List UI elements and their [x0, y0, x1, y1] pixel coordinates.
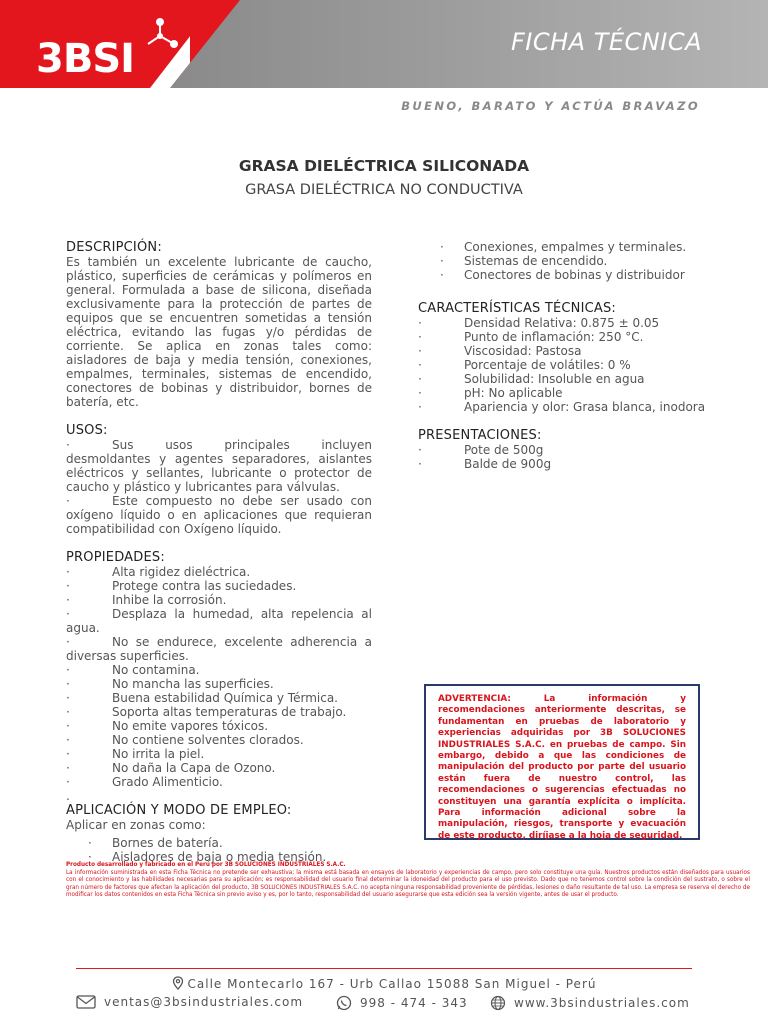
molecule-icon — [140, 14, 184, 62]
list-item: · Viscosidad: Pastosa — [418, 344, 718, 358]
page-title: FICHA TÉCNICA — [510, 28, 702, 56]
caracteristicas-heading: CARACTERÍSTICAS TÉCNICAS: — [418, 301, 617, 316]
propiedad-text: Desplaza la humedad, alta repelencia al agua. — [66, 607, 372, 635]
caracteristica-text: Apariencia y olor: Grasa blanca, inodora — [464, 400, 706, 414]
propiedades-heading: PROPIEDADES: — [66, 550, 165, 565]
propiedad-text: Alta rigidez dieléctrica. — [112, 565, 251, 579]
list-item: · Bornes de batería. — [66, 836, 372, 850]
propiedad-text: Protege contra las suciedades. — [112, 579, 297, 593]
aplicacion-item-text: Conexiones, empalmes y terminales. — [464, 240, 687, 254]
web-text[interactable]: www.3bsindustriales.com — [514, 996, 690, 1010]
list-item: · Apariencia y olor: Grasa blanca, inodora — [418, 400, 718, 414]
email-text[interactable]: ventas@3bsindustriales.com — [104, 995, 304, 1009]
presentacion-text: Pote de 500g — [464, 443, 544, 457]
list-item: · Punto de inflamación: 250 °C. — [418, 330, 718, 344]
usos-heading: USOS: — [66, 423, 108, 438]
propiedad-text: No emite vapores tóxicos. — [112, 719, 269, 733]
right-column — [418, 240, 718, 471]
phone-contact[interactable] — [336, 995, 468, 1011]
globe-icon — [490, 995, 506, 1011]
list-item: · Pote de 500g — [418, 443, 718, 457]
propiedad-text: No daña la Capa de Ozono. — [112, 761, 276, 775]
product-subtitle: GRASA DIELÉCTRICA NO CONDUCTIVA — [245, 182, 523, 198]
descripcion-heading: DESCRIPCIÓN: — [66, 240, 162, 255]
aplicacion-item-text: Bornes de batería. — [112, 836, 223, 850]
propiedad-text: No contiene solventes clorados. — [112, 733, 304, 747]
propiedad-text: No irrita la piel. — [112, 747, 205, 761]
list-item: · No contamina. — [66, 663, 200, 677]
list-item: · Sistemas de encendido. — [418, 254, 718, 268]
list-item: · Porcentaje de volátiles: 0 % — [418, 358, 718, 372]
company-logo: 3BSI — [36, 36, 135, 82]
web-contact[interactable] — [490, 995, 690, 1011]
location-pin-icon — [172, 976, 184, 990]
list-item: · Aisladores de baja o media tensión. — [66, 850, 372, 864]
list-item: · Balde de 900g — [418, 457, 718, 471]
list-item: · No emite vapores tóxicos. — [66, 719, 269, 733]
legal-disclaimer-text: La información suministrada en esta Ficha Técnica no pretende ser exhaustiva; la misma está basada en ensayos de laboratorio y experiencias de campo, pero solo constituye una guía. Nuestros productos están diseñados para usuarios con el conocimiento y las habilidades necesarias para su aplicación; es responsabilidad del usuario final determinar la idoneidad del producto para el uso previsto. Dado que no tenemos control sobre la condición del sustrato, o sobre el gran número de factores que afectan la aplicación del producto, 3B SOLUCIONES INDUSTRIALES S.A.C. no acepta ninguna responsabilidad proveniente de pérdidas, lesiones o daño resultante de tal uso. La empresa se reserva el derecho de modificar los datos contenidos en esta Ficha Técnica sin previo aviso y es, por lo tanto, responsabilidad del usuario asegurarse que esta edición sea la versión vigente, antes de usar el producto. — [66, 869, 750, 899]
list-item: · Alta rigidez dieléctrica. — [66, 565, 251, 579]
list-item: · Inhibe la corrosión. — [66, 593, 227, 607]
footer-address — [0, 976, 768, 991]
address-text: Calle Montecarlo 167 - Urb Callao 15088 San Miguel - Perú — [187, 977, 597, 991]
caracteristica-text: Densidad Relativa: 0.875 ± 0.05 — [464, 316, 660, 330]
phone-text[interactable]: 998 - 474 - 343 — [360, 996, 468, 1010]
propiedad-text: Inhibe la corrosión. — [112, 593, 227, 607]
email-icon — [76, 995, 96, 1009]
list-item: · Buena estabilidad Química y Térmica. — [66, 691, 338, 705]
aplicacion-intro: Aplicar en zonas como: — [66, 818, 206, 832]
caracteristica-text: Solubilidad: Insoluble en agua — [464, 372, 645, 386]
propiedad-text: No contamina. — [112, 663, 200, 677]
usos-item-text: Este compuesto no debe ser usado con oxígeno líquido o en aplicaciones que requieran compatibilidad con Oxígeno líquido. — [66, 494, 372, 536]
slogan: BUENO, BARATO Y ACTÚA BRAVAZO — [401, 99, 700, 113]
list-item: · Desplaza la humedad, alta repelencia al agua. — [66, 607, 372, 635]
list-item: · No irrita la piel. — [66, 747, 205, 761]
legal-disclaimer — [66, 862, 750, 900]
list-item: · Soporta altas temperaturas de trabajo. — [66, 705, 347, 719]
left-column — [66, 240, 372, 864]
usos-item-text: Sus usos principales incluyen desmoldantes y agentes separadores, aislantes eléctricos y sellantes, lubricante o protector de caucho y plástico y lubricantes para válvulas. — [66, 438, 372, 494]
legal-disclaimer-bold: Producto desarrollado y fabricado en el Perú por 3B SOLUCIONES INDUSTRIALES S.A.C. — [66, 862, 346, 868]
caracteristica-text: Punto de inflamación: 250 °C. — [464, 330, 644, 344]
list-item: · No mancha las superficies. — [66, 677, 274, 691]
aplicacion-item-text: Conectores de bobinas y distribuidor — [464, 268, 685, 282]
list-item: · Este compuesto no debe ser usado con oxígeno líquido o en aplicaciones que requieran compatibilidad con Oxígeno líquido. — [66, 494, 372, 536]
presentaciones-heading: PRESENTACIONES: — [418, 428, 542, 443]
list-item: · Solubilidad: Insoluble en agua — [418, 372, 718, 386]
presentacion-text: Balde de 900g — [464, 457, 552, 471]
footer-divider — [76, 968, 692, 969]
propiedad-text: Buena estabilidad Química y Térmica. — [112, 691, 338, 705]
list-item: · No daña la Capa de Ozono. — [66, 761, 276, 775]
list-item: · Sus usos principales incluyen desmoldantes y agentes separadores, aislantes eléctricos y sellantes, lubricante o protector de caucho y plástico y lubricantes para válvulas. — [66, 438, 372, 494]
aplicacion-item-text: Sistemas de encendido. — [464, 254, 608, 268]
list-item: · Conexiones, empalmes y terminales. — [418, 240, 718, 254]
warning-box: ADVERTENCIA: La información y recomendaciones anteriormente descritas, se fundamentan en pruebas de laboratorio y experiencias adquiridas por 3B SOLUCIONES INDUSTRIALES S.A.C. en pruebas de campo. Sin embargo, debido a que las condiciones de manipulación del producto por parte del usuario están fuera de nuestro control, las recomendaciones o sugerencias efectuadas no constituyen una garantía explícita o implícita. Para información adicional sobre la manipulación, riesgos, transporte y evacuación de este producto, diríjase a la hoja de seguridad. — [424, 684, 700, 840]
list-item: · No contiene solventes clorados. — [66, 733, 304, 747]
propiedad-text: Soporta altas temperaturas de trabajo. — [112, 705, 347, 719]
product-title: GRASA DIELÉCTRICA SILICONADA — [238, 157, 530, 175]
aplicacion-item-text: Aisladores de baja o media tensión. — [112, 850, 327, 864]
list-item: · pH: No aplicable — [418, 386, 718, 400]
list-item: · Protege contra las suciedades. — [66, 579, 297, 593]
caracteristica-text: Viscosidad: Pastosa — [464, 344, 582, 358]
email-contact[interactable] — [76, 995, 303, 1009]
stray-dot: . — [66, 789, 70, 803]
aplicacion-heading: APLICACIÓN Y MODO DE EMPLEO: — [66, 803, 292, 818]
whatsapp-icon — [336, 995, 352, 1011]
list-item: · Conectores de bobinas y distribuidor — [418, 268, 718, 282]
descripcion-text: Es también un excelente lubricante de caucho, plástico, superficies de cerámicas y polímeros en general. Formulada a base de silicona, diseñada exclusivamente para la protección de partes de equipos que se encuentren sometidas a tensión eléctrica, evitando las fugas y/o pérdidas de corriente. Se aplica en zonas tales como: aisladores de baja y media tensión, conexiones, empalmes, terminales, sistemas de encendido, conectores de bobinas y distribuidor, bornes de batería, etc. — [66, 255, 372, 409]
caracteristica-text: Porcentaje de volátiles: 0 % — [464, 358, 631, 372]
list-item: · Densidad Relativa: 0.875 ± 0.05 — [418, 316, 718, 330]
caracteristica-text: pH: No aplicable — [464, 386, 563, 400]
list-item: · Grado Alimenticio. — [66, 775, 223, 789]
propiedad-text: No se endurece, excelente adherencia a diversas superficies. — [66, 635, 372, 663]
propiedad-text: Grado Alimenticio. — [112, 775, 223, 789]
list-item: · No se endurece, excelente adherencia a diversas superficies. — [66, 635, 372, 663]
propiedad-text: No mancha las superficies. — [112, 677, 274, 691]
